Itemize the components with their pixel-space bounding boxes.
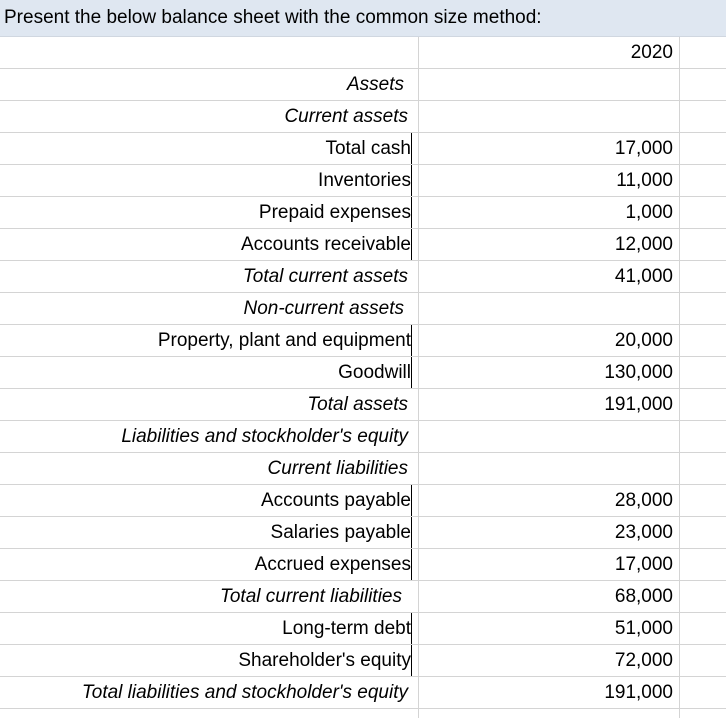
table-row: [0, 261, 726, 293]
table-row: [0, 69, 726, 101]
table-row: [0, 549, 726, 581]
row-label[interactable]: Goodwill: [0, 357, 412, 388]
row-label[interactable]: Property, plant and equipment: [0, 325, 412, 356]
year-header[interactable]: 2020: [630, 42, 673, 63]
table-row: [0, 293, 726, 325]
row-label[interactable]: Current assets: [284, 106, 408, 127]
row-label[interactable]: Liabilities and stockholder's equity: [121, 426, 408, 447]
column-divider: [418, 37, 419, 718]
table-row: [0, 645, 726, 677]
spreadsheet: [0, 37, 726, 718]
page-title: Present the below balance sheet with the common size method:: [4, 7, 542, 28]
table-row: [0, 197, 726, 229]
row-label[interactable]: Non-current assets: [243, 298, 404, 319]
table-row: [0, 389, 726, 421]
table-row: [0, 357, 726, 389]
header-label-cell[interactable]: [0, 37, 412, 68]
row-label[interactable]: Accounts receivable: [0, 229, 412, 260]
title-bar: [0, 0, 726, 37]
table-row: [0, 229, 726, 261]
row-label[interactable]: Total current assets: [242, 266, 408, 287]
table-row: [0, 165, 726, 197]
row-label[interactable]: Prepaid expenses: [0, 197, 412, 228]
row-value[interactable]: 20,000: [614, 330, 673, 351]
row-value[interactable]: 191,000: [604, 682, 673, 703]
column-divider: [679, 37, 680, 718]
table-row: [0, 677, 726, 709]
row-label[interactable]: Total current liabilities: [220, 586, 402, 607]
row-value[interactable]: 1,000: [625, 202, 673, 223]
row-value[interactable]: 191,000: [604, 394, 673, 415]
table-row: [0, 133, 726, 165]
row-label[interactable]: Salaries payable: [0, 517, 412, 548]
row-label[interactable]: Shareholder's equity: [0, 645, 412, 676]
row-label[interactable]: Current liabilities: [267, 458, 408, 479]
table-row: [0, 485, 726, 517]
row-value[interactable]: [419, 421, 675, 452]
table-row: [0, 517, 726, 549]
row-label[interactable]: Total liabilities and stockholder's equity: [81, 682, 408, 703]
row-value[interactable]: [419, 293, 675, 324]
row-value[interactable]: 41,000: [614, 266, 673, 287]
header-row: [0, 37, 726, 69]
table-row: [0, 101, 726, 133]
row-label[interactable]: Inventories: [0, 165, 412, 196]
table-row: [0, 325, 726, 357]
row-value[interactable]: 51,000: [614, 618, 673, 639]
row-value[interactable]: 68,000: [614, 586, 673, 607]
row-value[interactable]: 11,000: [616, 170, 673, 191]
row-value[interactable]: 12,000: [614, 234, 673, 255]
row-label[interactable]: Long-term debt: [0, 613, 412, 644]
table-row: [0, 613, 726, 645]
row-label[interactable]: Accounts payable: [0, 485, 412, 516]
row-value[interactable]: [419, 101, 675, 132]
row-label[interactable]: Total assets: [307, 394, 408, 415]
row-value[interactable]: 23,000: [614, 522, 673, 543]
row-value[interactable]: 130,000: [604, 362, 673, 383]
row-value[interactable]: 17,000: [614, 138, 673, 159]
table-row: [0, 581, 726, 613]
row-label[interactable]: Assets: [346, 74, 404, 95]
row-value[interactable]: [419, 453, 675, 484]
table-row: [0, 453, 726, 485]
table-row: [0, 421, 726, 453]
row-value[interactable]: 72,000: [614, 650, 673, 671]
row-label[interactable]: Accrued expenses: [0, 549, 412, 580]
row-label[interactable]: Total cash: [0, 133, 412, 164]
row-value[interactable]: [419, 69, 675, 100]
row-value[interactable]: 28,000: [614, 490, 673, 511]
row-value[interactable]: 17,000: [614, 554, 673, 575]
